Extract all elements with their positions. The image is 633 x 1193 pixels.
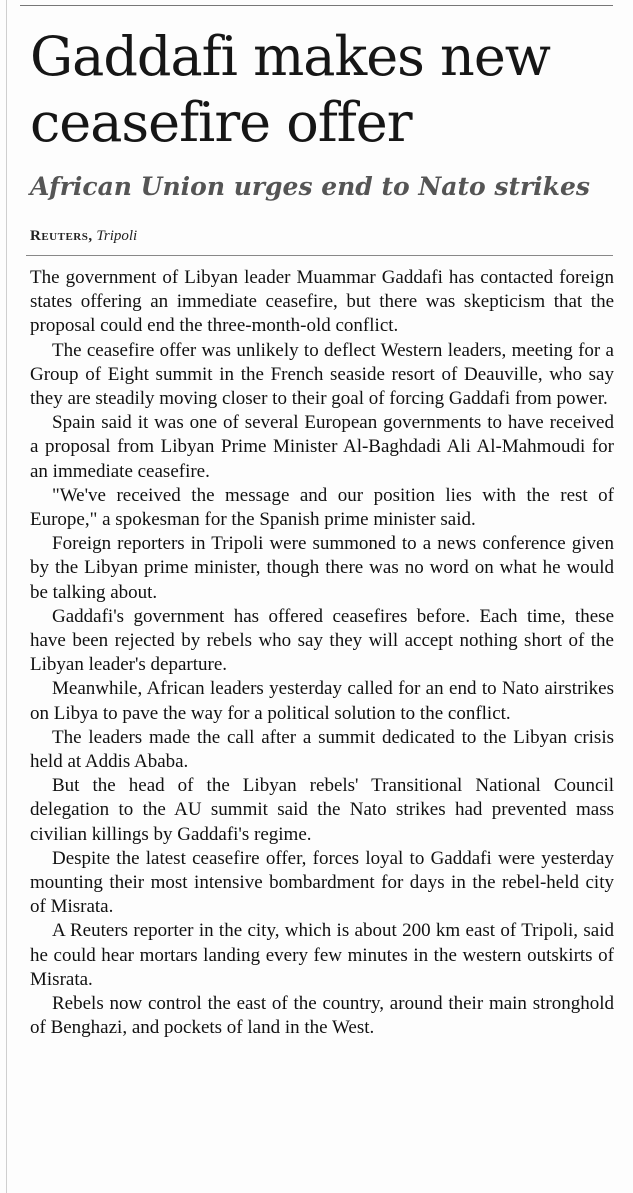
paragraph: Spain said it was one of several European governments to have received a proposal from Libyan Prime Minister Al-Baghdadi Ali Al-Mahmoudi for an immediate ceasefire. [30, 412, 614, 482]
paragraph: The government of Libyan leader Muammar Gaddafi has contacted foreign states offering an immediate ceasefire, but there was skepticism that the proposal could end the three-month-old conflict. [30, 267, 614, 337]
subheadline: African Union urges end to Nato strikes [30, 172, 590, 201]
paragraph: The leaders made the call after a summit dedicated to the Libyan crisis held at Addis Ababa. [30, 726, 614, 773]
paragraph: But the head of the Libyan rebels' Transitional National Council delegation to the AU summit said the Nato strikes had prevented mass civilian killings by Gaddafi's regime. [30, 775, 614, 845]
paragraph: A Reuters reporter in the city, which is about 200 km east of Tripoli, said he could hear mortars landing every few minutes in the western outskirts of Misrata. [30, 920, 614, 990]
top-rule [20, 5, 613, 6]
byline-rule [26, 255, 613, 256]
paragraph: Gaddafi's government has offered ceasefires before. Each time, these have been rejected by rebels who say they will accept nothing short of the Libyan leader's departure. [30, 605, 614, 676]
paragraph: The ceasefire offer was unlikely to deflect Western leaders, meeting for a Group of Eight summit in the French seaside resort of Deauville, who say they are steadily moving closer to their goal of forcing Gaddafi from power. [30, 339, 614, 410]
clipping-edge [6, 0, 7, 1193]
byline [30, 226, 137, 246]
byline-agency: Reuters, [30, 228, 93, 244]
byline-place: Tripoli [96, 228, 138, 244]
headline: Gaddafi makes new ceasefire offer [30, 25, 550, 154]
paragraph: Rebels now control the east of the country, around their main stronghold of Benghazi, and pockets of land in the West. [30, 993, 614, 1039]
paragraph: Foreign reporters in Tripoli were summoned to a news conference given by the Libyan prime minister, though there was no word on what he would be talking about. [30, 533, 614, 603]
paragraph: Despite the latest ceasefire offer, forces loyal to Gaddafi were yesterday mounting their most intensive bombardment for days in the rebel-held city of Misrata. [30, 847, 614, 918]
paragraph: "We've received the message and our position lies with the rest of Europe," a spokesman for the Spanish prime minister said. [30, 484, 614, 531]
paragraph: Meanwhile, African leaders yesterday called for an end to Nato airstrikes on Libya to pave the way for a political solution to the conflict. [30, 678, 614, 724]
article-body [30, 266, 614, 1041]
